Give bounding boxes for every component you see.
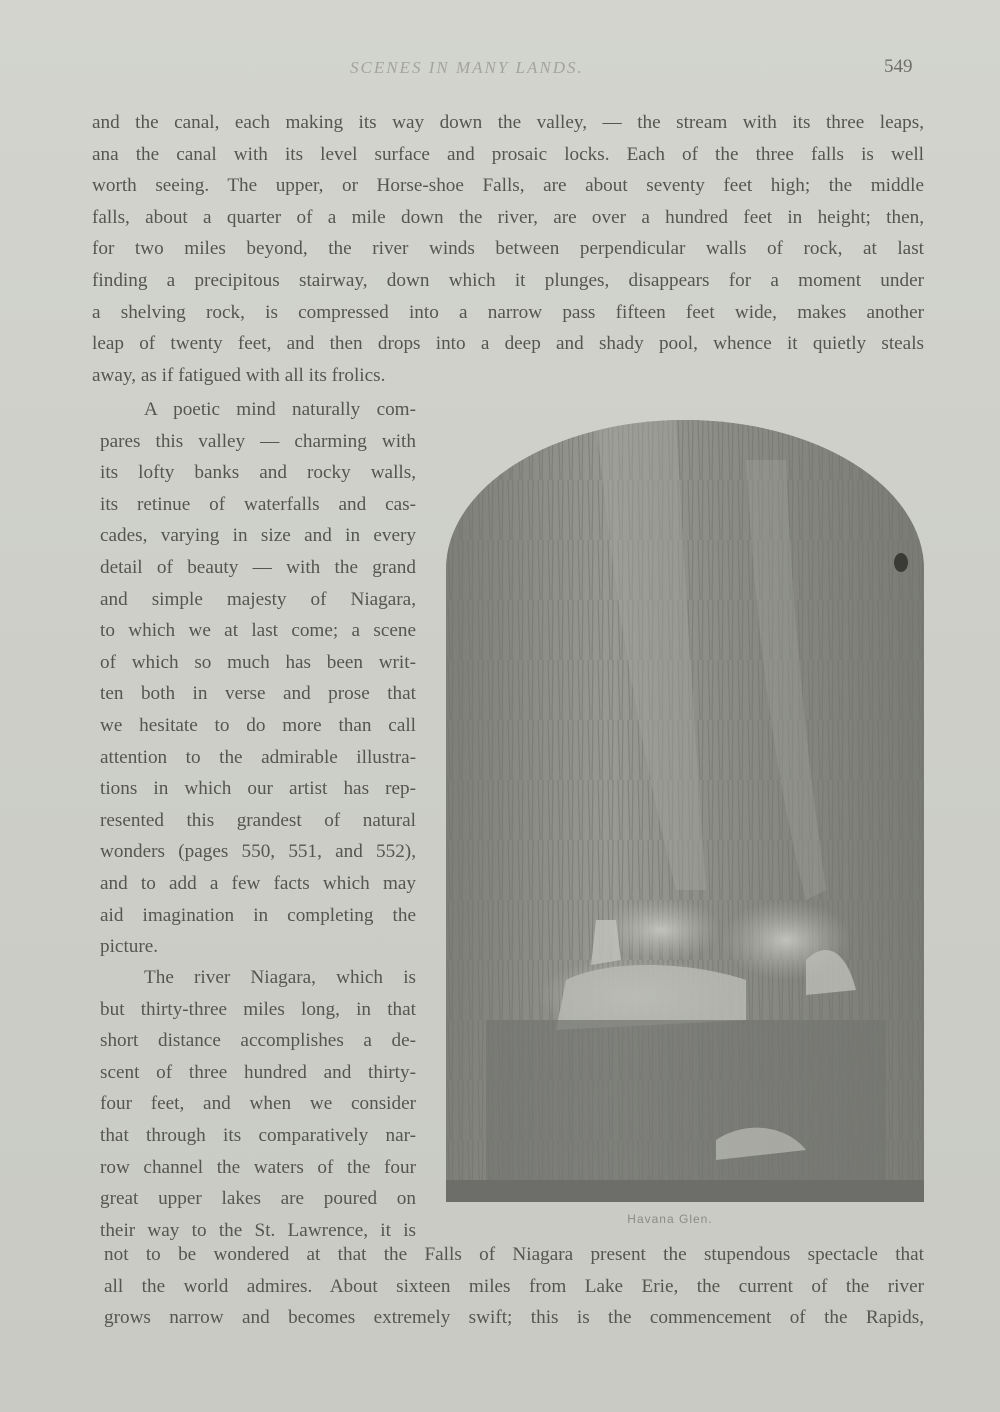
text-line: and simple majesty of Niagara, [100, 588, 416, 610]
text-line: pares this valley — charming with [100, 430, 416, 452]
text-line: tions in which our artist has rep- [100, 778, 416, 800]
text-line: its retinue of waterfalls and cas- [100, 493, 416, 515]
text-line: four feet, and when we consider [100, 1093, 416, 1115]
text-line: ana the canal with its level surface and prosaic locks. Each of the three falls is well [92, 143, 924, 165]
text-line: their way to the St. Lawrence, it is [100, 1219, 416, 1241]
text-line: for two miles beyond, the river winds between perpendicular walls of rock, at last [92, 238, 924, 260]
text-line: away, as if fatigued with all its frolics. [92, 364, 386, 386]
text-line: worth seeing. The upper, or Horse-shoe Falls, are about seventy feet high; the middle [92, 175, 924, 197]
running-title: SCENES IN MANY LANDS. [350, 58, 584, 77]
text-line: picture. [100, 936, 159, 958]
text-line: that through its comparatively nar- [100, 1124, 416, 1146]
text-line: not to be wondered at that the Falls of Niagara present the stupendous spectacle that [104, 1244, 924, 1265]
text-line: resented this grandest of natural [100, 809, 416, 831]
paragraph-4 [104, 1239, 924, 1334]
text-line: short distance accomplishes a de- [100, 1030, 416, 1052]
paragraph-2 [100, 394, 416, 963]
text-line: finding a precipitous stairway, down which it plunges, disappears for a moment under [92, 269, 924, 291]
text-line: to which we at last come; a scene [100, 620, 416, 642]
text-line: of which so much has been writ- [100, 651, 416, 673]
page-number: 549 [884, 56, 913, 77]
text-line: ten both in verse and prose that [100, 683, 416, 705]
paragraph-1 [92, 107, 924, 391]
text-line: leap of twenty feet, and then drops into a deep and shady pool, whence it quietly steals [92, 333, 924, 355]
text-line: and to add a few facts which may [100, 872, 416, 894]
illustration-caption: Havana Glen. [627, 1212, 713, 1226]
text-line: A poetic mind naturally com- [144, 399, 416, 420]
text-line: falls, about a quarter of a mile down the river, are over a hundred feet in height; then, [92, 206, 924, 228]
text-line: its lofty banks and rocky walls, [100, 462, 416, 484]
text-line: wonders (pages 550, 551, and 552), [100, 841, 416, 863]
text-line: detail of beauty — with the grand [100, 556, 416, 578]
text-line: row channel the waters of the four [100, 1156, 416, 1178]
text-line: scent of three hundred and thirty- [100, 1061, 416, 1083]
text-line: The river Niagara, which is [144, 967, 416, 988]
text-line: great upper lakes are poured on [100, 1188, 416, 1210]
text-line: all the world admires. About sixteen miles from Lake Erie, the current of the river [104, 1275, 924, 1297]
text-line: a shelving rock, is compressed into a narrow pass fifteen feet wide, makes another [92, 301, 924, 323]
text-line: cades, varying in size and in every [100, 525, 416, 547]
text-line: attention to the admirable illustra- [100, 746, 416, 768]
text-line: but thirty-three miles long, in that [100, 998, 416, 1020]
paragraph-3 [100, 962, 416, 1246]
ink-spot [894, 553, 908, 572]
page-header [0, 58, 1000, 88]
waterfall-illustration [446, 420, 924, 1202]
text-line: aid imagination in completing the [100, 904, 416, 926]
text-line: we hesitate to do more than call [100, 714, 416, 736]
text-line: and the canal, each making its way down the valley, — the stream with its three leaps, [92, 112, 924, 133]
waterfall-engraving [446, 420, 924, 1202]
text-line: grows narrow and becomes extremely swift; this is the commencement of the Rapids, [104, 1307, 924, 1329]
